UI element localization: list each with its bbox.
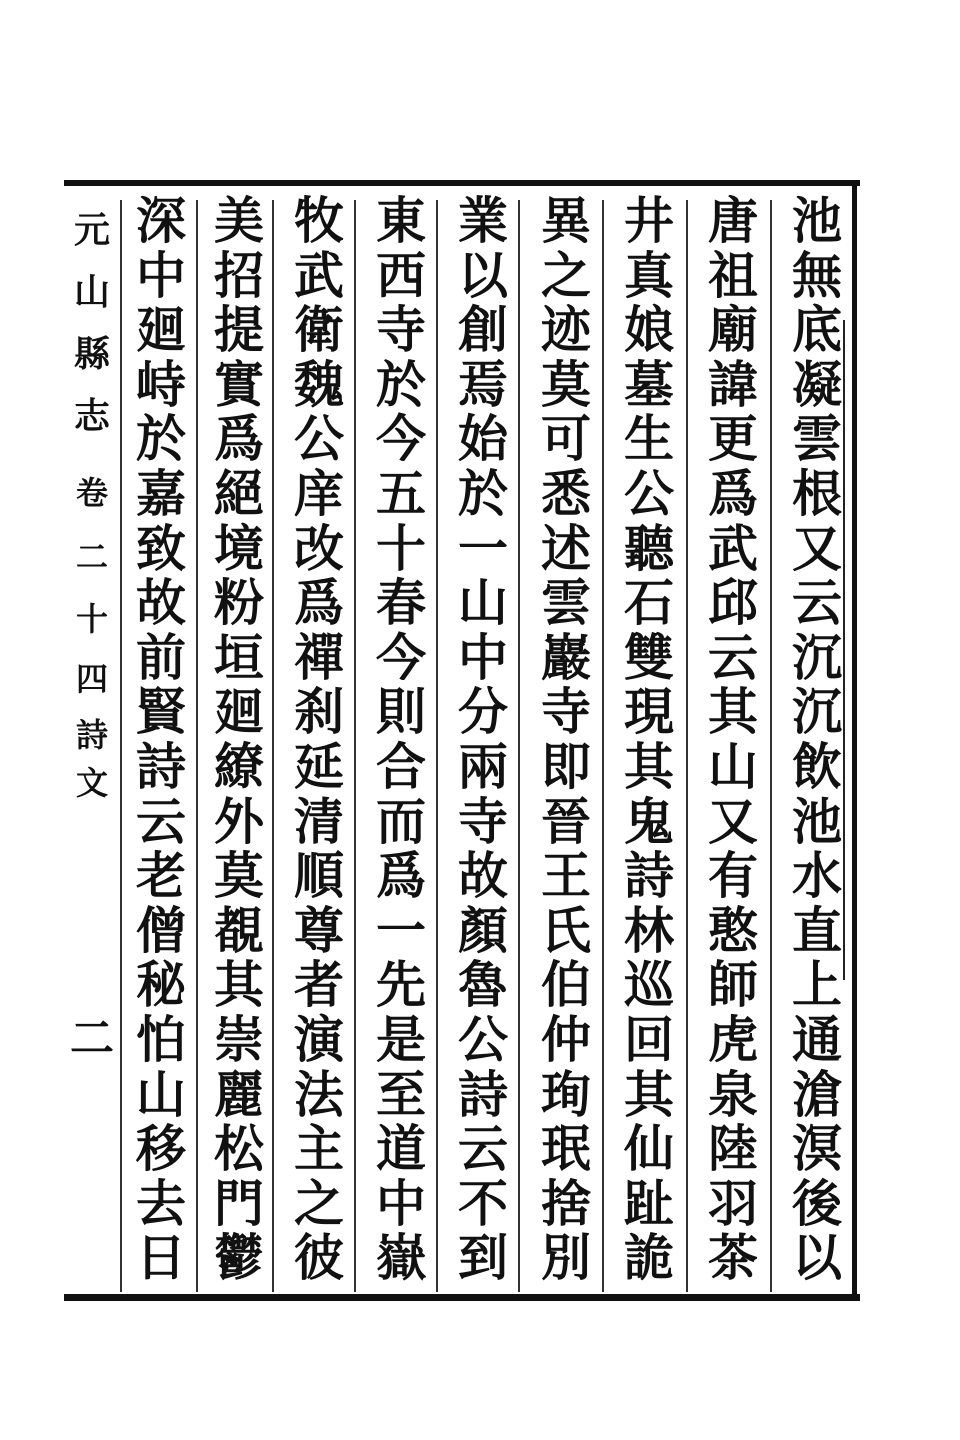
margin-section-char: 詩: [75, 716, 108, 754]
text-char: 莫: [541, 354, 591, 414]
text-char: 覩: [214, 900, 264, 960]
text-char: 寺: [376, 300, 426, 360]
text-char: 其: [624, 1064, 674, 1124]
text-char: 後: [792, 1173, 842, 1233]
text-char: 彼: [294, 1228, 344, 1288]
text-char: 延: [294, 736, 344, 796]
text-char: 異: [541, 191, 591, 250]
text-char: 武: [294, 245, 344, 305]
margin-title-char: 縣: [73, 333, 110, 375]
text-char: 有: [708, 846, 758, 906]
text-char: 焉: [458, 354, 508, 414]
text-char: 回: [624, 1009, 674, 1069]
text-char: 憨: [708, 900, 758, 960]
text-char: 外: [214, 791, 264, 851]
text-char: 西: [376, 245, 426, 305]
text-char: 絕: [214, 463, 264, 523]
text-char: 祖: [708, 245, 758, 305]
text-char: 賢: [136, 682, 186, 742]
text-column-4: [533, 191, 599, 1288]
text-char: 廻: [136, 300, 186, 360]
text-char: 爲: [376, 846, 426, 906]
text-char: 尊: [294, 900, 344, 960]
text-char: 美: [214, 191, 264, 250]
text-char: 法: [294, 1064, 344, 1124]
text-char: 根: [792, 463, 842, 523]
text-char: 是: [376, 1009, 426, 1069]
text-char: 今: [376, 627, 426, 687]
text-char: 中: [376, 1173, 426, 1233]
text-char: 者: [294, 955, 344, 1015]
text-char: 井: [624, 191, 674, 250]
text-char: 邱: [708, 573, 758, 633]
text-char: 主: [294, 1119, 344, 1179]
text-column-6: [368, 191, 434, 1288]
text-char: 珉: [541, 1119, 591, 1179]
text-char: 僧: [136, 900, 186, 960]
text-char: 禪: [294, 627, 344, 687]
text-column-2: [700, 191, 766, 1288]
text-column-8: [206, 191, 272, 1288]
frame-top-rule: [64, 180, 860, 186]
text-char: 深: [136, 191, 186, 250]
margin-folio: 二: [70, 1013, 114, 1064]
text-char: 中: [136, 245, 186, 305]
text-char: 門: [214, 1173, 264, 1233]
text-char: 故: [136, 573, 186, 633]
text-char: 山: [708, 736, 758, 796]
text-char: 池: [792, 191, 842, 250]
margin-title-char: 志: [73, 395, 110, 437]
text-char: 廟: [708, 300, 758, 360]
text-char: 底: [792, 300, 842, 360]
text-char: 嶽: [376, 1228, 426, 1288]
text-char: 趾: [624, 1173, 674, 1233]
text-char: 沉: [792, 627, 842, 687]
text-char: 春: [376, 573, 426, 633]
text-char: 其: [214, 955, 264, 1015]
text-char: 魯: [458, 955, 508, 1015]
text-char: 聽: [624, 518, 674, 578]
text-char: 粉: [214, 573, 264, 633]
text-char: 又: [792, 518, 842, 578]
margin-volume-char: 二: [75, 538, 108, 576]
text-char: 創: [458, 300, 508, 360]
text-char: 迹: [541, 300, 591, 360]
text-char: 其: [708, 682, 758, 742]
text-char: 業: [458, 191, 508, 250]
column-divider: [120, 200, 122, 1292]
text-char: 山: [136, 1064, 186, 1124]
text-char: 氏: [541, 900, 591, 960]
text-char: 現: [624, 682, 674, 742]
text-char: 鬼: [624, 791, 674, 851]
text-char: 王: [541, 846, 591, 906]
text-char: 虎: [708, 1009, 758, 1069]
frame-bottom-rule: [64, 1294, 860, 1301]
text-char: 巡: [624, 955, 674, 1015]
text-char: 峙: [136, 354, 186, 414]
text-char: 以: [458, 245, 508, 305]
text-char: 寺: [541, 682, 591, 742]
text-char: 池: [792, 791, 842, 851]
text-column-3: [616, 191, 682, 1288]
text-char: 生: [624, 409, 674, 469]
text-char: 寺: [458, 791, 508, 851]
text-char: 詩: [624, 846, 674, 906]
text-column-1: [784, 191, 850, 1288]
text-char: 五: [376, 463, 426, 523]
text-char: 石: [624, 573, 674, 633]
text-char: 招: [214, 245, 264, 305]
text-char: 於: [458, 463, 508, 523]
text-char: 麗: [214, 1064, 264, 1124]
column-divider: [518, 200, 520, 1292]
margin-title-char: 山: [73, 271, 110, 313]
frame-right-rule: [852, 186, 857, 1294]
text-char: 雲: [792, 409, 842, 469]
text-char: 刹: [294, 682, 344, 742]
margin-section-char: 文: [75, 764, 108, 802]
text-char: 日: [136, 1228, 186, 1288]
text-char: 沉: [792, 682, 842, 742]
book-margin: [70, 202, 114, 1292]
text-char: 無: [792, 245, 842, 305]
text-char: 到: [458, 1228, 508, 1288]
text-char: 不: [458, 1173, 508, 1233]
text-char: 珣: [541, 1064, 591, 1124]
text-char: 順: [294, 846, 344, 906]
text-char: 故: [458, 846, 508, 906]
text-column-5: [450, 191, 516, 1288]
text-char: 移: [136, 1119, 186, 1179]
column-divider: [272, 200, 274, 1292]
text-char: 仲: [541, 1009, 591, 1069]
text-char: 雲: [541, 573, 591, 633]
margin-volume-char: 十: [75, 600, 108, 638]
column-divider: [436, 200, 438, 1292]
text-char: 怕: [136, 1009, 186, 1069]
column-divider: [354, 200, 356, 1292]
text-char: 水: [792, 846, 842, 906]
text-char: 於: [136, 409, 186, 469]
text-char: 詩: [136, 736, 186, 796]
text-char: 之: [294, 1173, 344, 1233]
text-char: 境: [214, 518, 264, 578]
text-char: 秘: [136, 955, 186, 1015]
text-char: 去: [136, 1173, 186, 1233]
text-char: 云: [136, 791, 186, 851]
margin-title-char: 元: [73, 209, 110, 251]
text-char: 諱: [708, 354, 758, 414]
text-char: 上: [792, 955, 842, 1015]
text-char: 繚: [214, 736, 264, 796]
text-char: 悉: [541, 463, 591, 523]
text-char: 仙: [624, 1119, 674, 1179]
text-char: 陸: [708, 1119, 758, 1179]
text-char: 之: [541, 245, 591, 305]
text-char: 林: [624, 900, 674, 960]
text-char: 唐: [708, 191, 758, 250]
text-char: 崇: [214, 1009, 264, 1069]
text-char: 述: [541, 518, 591, 578]
text-char: 泉: [708, 1064, 758, 1124]
margin-volume-char: 卷: [75, 474, 108, 512]
text-char: 始: [458, 409, 508, 469]
text-char: 嘉: [136, 463, 186, 523]
text-char: 武: [708, 518, 758, 578]
text-char: 直: [792, 900, 842, 960]
text-char: 公: [624, 463, 674, 523]
column-divider: [196, 200, 198, 1292]
margin-volume-char: 四: [75, 660, 108, 698]
text-char: 云: [458, 1119, 508, 1179]
text-char: 爲: [214, 409, 264, 469]
text-char: 而: [376, 791, 426, 851]
text-char: 顏: [458, 900, 508, 960]
text-char: 庠: [294, 463, 344, 523]
text-char: 更: [708, 409, 758, 469]
text-char: 東: [376, 191, 426, 250]
text-char: 其: [624, 736, 674, 796]
text-char: 溟: [792, 1119, 842, 1179]
text-char: 演: [294, 1009, 344, 1069]
text-char: 中: [458, 627, 508, 687]
text-char: 廻: [214, 682, 264, 742]
text-char: 十: [376, 518, 426, 578]
text-char: 別: [541, 1228, 591, 1288]
text-char: 先: [376, 955, 426, 1015]
text-char: 清: [294, 791, 344, 851]
text-char: 實: [214, 354, 264, 414]
text-char: 娘: [624, 300, 674, 360]
column-divider: [686, 200, 688, 1292]
text-char: 垣: [214, 627, 264, 687]
column-divider: [770, 200, 772, 1292]
text-char: 云: [708, 627, 758, 687]
text-char: 松: [214, 1119, 264, 1179]
text-char: 凝: [792, 354, 842, 414]
text-char: 捨: [541, 1173, 591, 1233]
text-char: 通: [792, 1009, 842, 1069]
text-char: 羽: [708, 1173, 758, 1233]
text-column-7: [286, 191, 352, 1288]
text-char: 師: [708, 955, 758, 1015]
text-char: 飲: [792, 736, 842, 796]
text-char: 分: [458, 682, 508, 742]
text-char: 今: [376, 409, 426, 469]
text-char: 巖: [541, 627, 591, 687]
text-char: 詩: [458, 1064, 508, 1124]
text-char: 墓: [624, 354, 674, 414]
text-char: 於: [376, 354, 426, 414]
text-column-9: [128, 191, 194, 1288]
text-char: 衛: [294, 300, 344, 360]
text-char: 一: [376, 900, 426, 960]
text-char: 致: [136, 518, 186, 578]
text-char: 滄: [792, 1064, 842, 1124]
text-char: 老: [136, 846, 186, 906]
text-char: 莫: [214, 846, 264, 906]
text-char: 山: [458, 573, 508, 633]
text-char: 晉: [541, 791, 591, 851]
text-char: 云: [792, 573, 842, 633]
text-char: 一: [458, 518, 508, 578]
text-char: 道: [376, 1119, 426, 1179]
text-char: 爲: [294, 573, 344, 633]
text-char: 茶: [708, 1228, 758, 1288]
text-char: 提: [214, 300, 264, 360]
text-char: 雙: [624, 627, 674, 687]
text-char: 爲: [708, 463, 758, 523]
text-char: 魏: [294, 354, 344, 414]
text-char: 真: [624, 245, 674, 305]
text-char: 可: [541, 409, 591, 469]
text-char: 公: [458, 1009, 508, 1069]
text-char: 改: [294, 518, 344, 578]
text-char: 前: [136, 627, 186, 687]
text-char: 公: [294, 409, 344, 469]
text-char: 以: [792, 1228, 842, 1288]
text-char: 又: [708, 791, 758, 851]
text-char: 鬱: [214, 1228, 264, 1288]
text-char: 至: [376, 1064, 426, 1124]
text-char: 牧: [294, 191, 344, 250]
text-char: 則: [376, 682, 426, 742]
text-char: 兩: [458, 736, 508, 796]
column-divider: [602, 200, 604, 1292]
text-char: 詭: [624, 1228, 674, 1288]
text-char: 即: [541, 736, 591, 796]
text-char: 合: [376, 736, 426, 796]
text-char: 伯: [541, 955, 591, 1015]
